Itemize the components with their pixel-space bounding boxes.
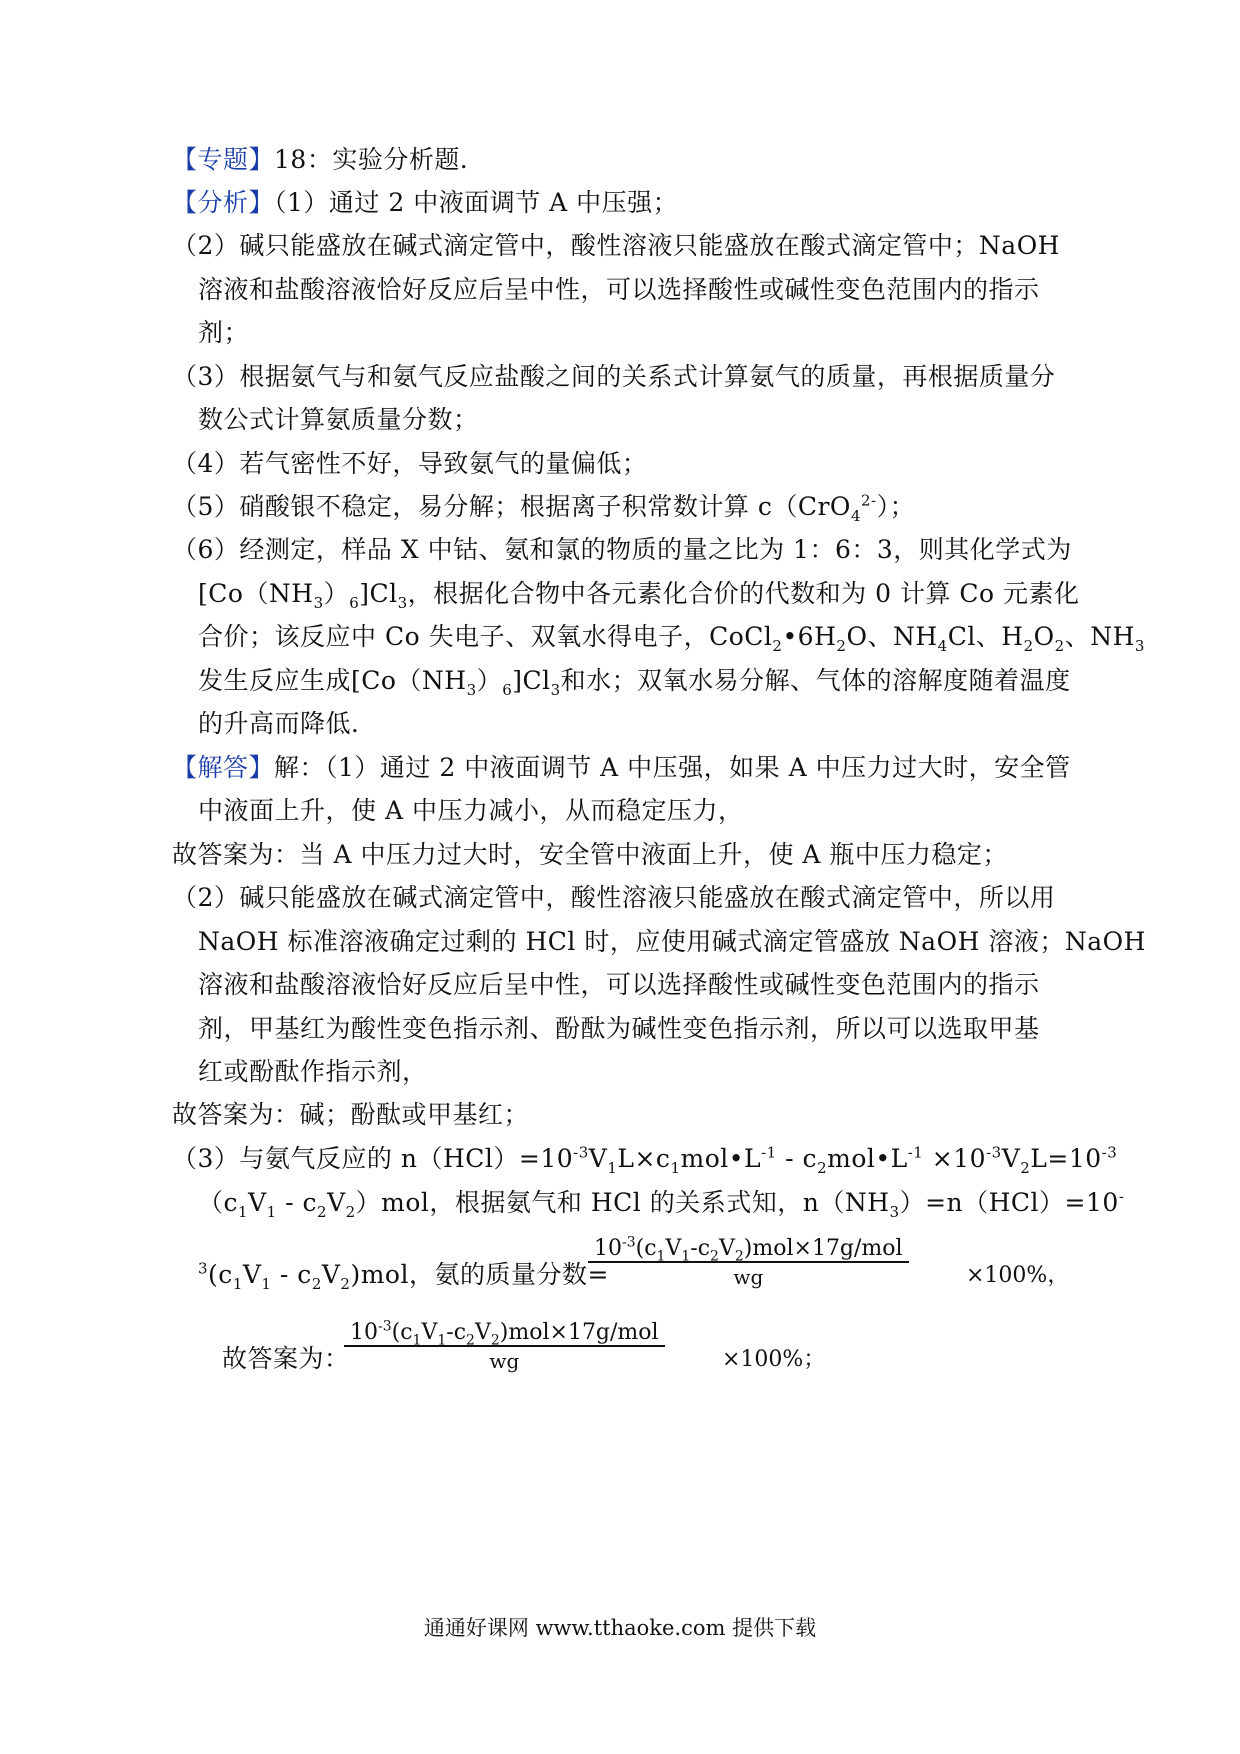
subscript: 3 [397, 594, 408, 612]
superscript: -3 [622, 1234, 636, 1251]
text-segment: )mol，氨的质量分数= [350, 1260, 609, 1289]
text-segment: (c [391, 1320, 413, 1345]
subscript: 1 [670, 1159, 681, 1177]
answer-text-1: 解：（1）通过 2 中液面调节 A 中压强，如果 A 中压力过大时，安全管 [274, 753, 1071, 782]
fraction-numerator [344, 1320, 665, 1347]
text-segment: V [665, 1236, 682, 1261]
text-segment: 合价；该反应中 Co 失电子、双氧水得电子，CoCl [198, 622, 773, 651]
analysis-line-7: （4）若气密性不好，导致氨气的量偏低； [172, 449, 648, 478]
analysis-tag: 【分析】 [172, 188, 275, 217]
answer-line-1 [172, 751, 1071, 785]
superscript: -3 [1101, 1143, 1118, 1162]
subscript: 2 [311, 1275, 322, 1293]
answer-line-13: 故答案为： [222, 1344, 350, 1373]
text-segment: mol•L [680, 1144, 762, 1173]
text-segment: Cl、H [947, 622, 1024, 651]
topic-line [172, 143, 485, 177]
subscript: 1 [412, 1332, 422, 1349]
answer-line-6: 溶液和盐酸溶液恰好反应后呈中性，可以选择酸性或碱性变色范围内的指示 [198, 970, 1040, 999]
text-segment: ）=n（HCl）=10 [899, 1188, 1119, 1217]
subscript: 3 [889, 1203, 900, 1221]
subscript: 2 [772, 637, 783, 655]
analysis-line-3: 溶液和盐酸溶液恰好反应后呈中性，可以选择酸性或碱性变色范围内的指示 [198, 275, 1040, 304]
subscript: 3 [313, 594, 324, 612]
subscript: 1 [437, 1332, 447, 1349]
subscript: 6 [349, 594, 360, 612]
text-segment: V [588, 1144, 608, 1173]
text-segment: -c [690, 1236, 711, 1261]
analysis-line-13: 的升高而降低． [198, 709, 377, 738]
subscript: 2 [317, 1203, 328, 1221]
text-segment: ×10 [923, 1144, 987, 1173]
answer-line-12 [198, 1258, 609, 1292]
superscript: 3 [198, 1259, 209, 1278]
subscript: 2 [836, 637, 847, 655]
subscript: 1 [266, 1203, 277, 1221]
fraction-denominator: wg [733, 1265, 764, 1289]
subscript: 3 [1134, 637, 1145, 655]
superscript: -1 [761, 1143, 777, 1162]
subscript: 4 [937, 637, 948, 655]
analysis-line-8 [172, 490, 915, 524]
page-footer: 通通好课网 www.tthaoke.com 提供下载 [423, 1616, 817, 1640]
subscript: 6 [502, 681, 513, 699]
text-segment: 和水；双氧水易分解、气体的溶解度随着温度 [560, 666, 1071, 695]
subscript: 2 [710, 1248, 719, 1265]
subscript: 2 [490, 1332, 500, 1349]
answer-line-2: 中液面上升，使 A 中压力减小，从而稳定压力， [198, 796, 744, 825]
text-segment: (c [208, 1260, 233, 1289]
subscript: 2 [466, 1332, 475, 1349]
subscript: 1 [238, 1203, 249, 1221]
text-segment: V [1001, 1144, 1021, 1173]
answer-line-3: 故答案为：当 A 中压力过大时，安全管中液面上升，使 A 瓶中压力稳定； [172, 840, 1008, 869]
topic-text: 18：实验分析题． [274, 145, 486, 174]
text-segment: 发生反应生成[Co（NH [198, 666, 467, 695]
text-segment: O [1033, 622, 1055, 651]
analysis-line-12 [198, 664, 1071, 698]
superscript: -3 [986, 1143, 1002, 1162]
answer-line-7: 剂，甲基红为酸性变色指示剂、酚酞为碱性变色指示剂，所以可以选取甲基 [198, 1014, 1040, 1043]
analysis-line-9: （6）经测定，样品 X 中钴、氨和氯的物质的量之比为 1：6：3，则其化学式为 [172, 535, 1072, 564]
text-segment: (c [635, 1236, 657, 1261]
fraction-numerator [588, 1236, 909, 1263]
text-segment: ，根据化合物中各元素化合价的代数和为 0 计算 Co 元素化 [407, 579, 1080, 608]
analysis-line-4: 剂； [198, 318, 250, 347]
subscript: 3 [466, 681, 477, 699]
analysis-line-2: （2）碱只能盛放在碱式滴定管中，酸性溶液只能盛放在酸式滴定管中；NaOH [172, 231, 1060, 260]
answer-line-11 [198, 1186, 1124, 1220]
text-segment: V [321, 1260, 341, 1289]
text-segment: L×c [617, 1144, 671, 1173]
subscript: 1 [261, 1275, 272, 1293]
text-segment: V [248, 1188, 267, 1217]
text-segment: V [421, 1320, 438, 1345]
text-segment: - c [271, 1260, 312, 1289]
superscript: -3 [378, 1318, 392, 1335]
text-segment: 、NH [1064, 622, 1135, 651]
answer-tag: 【解答】 [172, 753, 275, 782]
text-segment: [Co（NH [198, 579, 314, 608]
text-segment: •6H [782, 622, 837, 651]
text-segment: L=10 [1030, 1144, 1102, 1173]
subscript: 4 [850, 507, 861, 525]
analysis-line-1 [172, 186, 678, 220]
percent-suffix-1: ×100%， [966, 1263, 1070, 1288]
subscript: 2 [345, 1203, 356, 1221]
text-segment: ]Cl [359, 579, 398, 608]
subscript: 2 [734, 1248, 744, 1265]
answer-line-5: NaOH 标准溶液确定过剩的 HCl 时，应使用碱式滴定管盛放 NaOH 溶液；NaOH [198, 927, 1146, 956]
analysis-line-6: 数公式计算氨质量分数； [198, 405, 479, 434]
text-segment: （3）与氨气反应的 n（HCl）=10 [172, 1144, 574, 1173]
text-segment: ） [323, 579, 350, 608]
text-segment: V [242, 1260, 262, 1289]
answer-line-4: （2）碱只能盛放在碱式滴定管中，酸性溶液只能盛放在酸式滴定管中，所以用 [172, 883, 1056, 912]
subscript: 2 [1020, 1159, 1031, 1177]
text-segment: 10 [594, 1236, 622, 1261]
answer-line-10 [172, 1142, 1117, 1176]
superscript: -1 [907, 1143, 924, 1162]
fraction-denominator: wg [489, 1349, 520, 1373]
analysis-line-5: （3）根据氨气与和氨气反应盐酸之间的关系式计算氨气的质量，再根据质量分 [172, 362, 1056, 391]
text-segment: - c [276, 1188, 318, 1217]
superscript: -3 [573, 1143, 589, 1162]
analysis-line-11 [198, 620, 1145, 654]
text-segment: mol•L [827, 1144, 908, 1173]
text-segment: O、NH [846, 622, 938, 651]
mass-fraction-answer-formula [344, 1320, 665, 1373]
text-segment: ）； [876, 492, 916, 521]
subscript: 1 [232, 1275, 243, 1293]
subscript: 2 [1054, 637, 1065, 655]
text-segment: )mol×17g/mol [499, 1320, 659, 1345]
text-segment: （5）硝酸银不稳定，易分解；根据离子积常数计算 c（CrO [172, 492, 851, 521]
text-segment: V [474, 1320, 491, 1345]
subscript: 1 [656, 1248, 666, 1265]
answer-line-9: 故答案为：碱；酚酞或甲基红； [172, 1100, 530, 1129]
subscript: 1 [681, 1248, 691, 1265]
text-segment: V [718, 1236, 735, 1261]
text-segment: )mol×17g/mol [743, 1236, 903, 1261]
text-segment: ]Cl [512, 666, 551, 695]
subscript: 2 [817, 1159, 828, 1177]
analysis-text-1: （1）通过 2 中液面调节 A 中压强； [274, 188, 679, 217]
topic-tag: 【专题】 [172, 145, 275, 174]
superscript: - [1118, 1187, 1125, 1206]
answer-line-8: 红或酚酞作指示剂， [198, 1057, 428, 1086]
text-segment: -c [446, 1320, 467, 1345]
subscript: 2 [1023, 637, 1034, 655]
analysis-line-10 [198, 577, 1080, 611]
text-segment: V [327, 1188, 346, 1217]
mass-fraction-formula [588, 1236, 909, 1289]
text-segment: 10 [350, 1320, 378, 1345]
subscript: 1 [607, 1159, 618, 1177]
percent-suffix-2: ×100%； [722, 1347, 826, 1372]
subscript: 2 [340, 1275, 351, 1293]
text-segment: - c [776, 1144, 818, 1173]
subscript: 3 [550, 681, 561, 699]
text-segment: ）mol，根据氨气和 HCl 的关系式知，n（NH [355, 1188, 890, 1217]
text-segment: （c [198, 1188, 239, 1217]
superscript: 2- [860, 491, 877, 510]
text-segment: ） [476, 666, 503, 695]
